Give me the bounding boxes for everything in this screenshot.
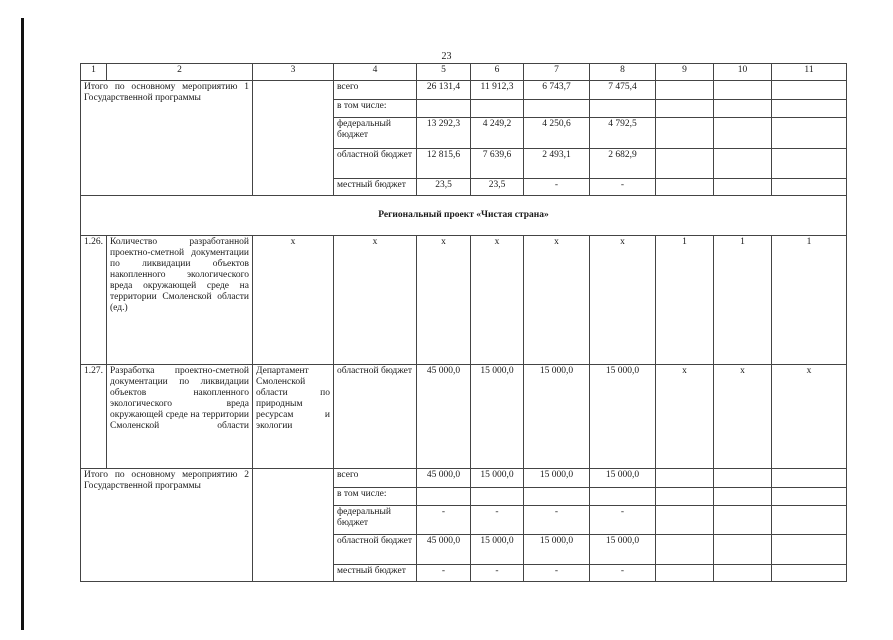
value-cell: 11 912,3 [471, 81, 524, 100]
empty-cell [471, 488, 524, 506]
empty-cell [253, 469, 334, 582]
executor-cell: Департамент Смоленской области по природным ресурсам и экологии [253, 365, 334, 469]
empty-cell [656, 469, 714, 488]
value-cell: 6 743,7 [524, 81, 590, 100]
empty-cell [524, 100, 590, 118]
header-row [81, 64, 847, 81]
value-cell: 15 000,0 [590, 365, 656, 469]
value-cell: - [590, 506, 656, 535]
empty-cell [656, 179, 714, 196]
value-cell: 12 815,6 [417, 149, 471, 179]
empty-cell [714, 535, 772, 565]
value-cell: 7 639,6 [471, 149, 524, 179]
value-cell: х [524, 236, 590, 365]
col-header: 9 [656, 64, 714, 81]
value-cell: 15 000,0 [590, 535, 656, 565]
value-cell: - [471, 565, 524, 582]
empty-cell [656, 149, 714, 179]
value-cell: 23,5 [471, 179, 524, 196]
value-cell: х [417, 236, 471, 365]
value-cell: 15 000,0 [471, 535, 524, 565]
source-cell: областной бюджет [334, 149, 417, 179]
value-cell: х [714, 365, 772, 469]
section-title: Региональный проект «Чистая страна» [81, 196, 847, 236]
empty-cell [772, 535, 847, 565]
empty-cell [656, 118, 714, 149]
value-cell: 15 000,0 [471, 469, 524, 488]
source-cell: федеральный бюджет [334, 118, 417, 149]
value-cell: х [656, 365, 714, 469]
value-cell: 45 000,0 [417, 469, 471, 488]
value-cell: 45 000,0 [417, 535, 471, 565]
value-cell: 4 249,2 [471, 118, 524, 149]
empty-cell [417, 100, 471, 118]
value-cell: х [253, 236, 334, 365]
total-label: Итого по основному мероприятию 1 Государственной программы [81, 81, 253, 196]
value-cell: - [471, 506, 524, 535]
row-name: Количество разработанной проектно-сметной документации по ликвидации объектов накопленного экологического вреда окружающей среде на территории Смоленской области (ед.) [107, 236, 253, 365]
empty-cell [772, 506, 847, 535]
value-cell: 1 [714, 236, 772, 365]
col-header: 3 [253, 64, 334, 81]
source-cell: местный бюджет [334, 565, 417, 582]
empty-cell [714, 565, 772, 582]
left-margin-line [21, 18, 24, 630]
col-header: 5 [417, 64, 471, 81]
col-header: 11 [772, 64, 847, 81]
empty-cell [714, 488, 772, 506]
value-cell: 15 000,0 [524, 365, 590, 469]
value-cell: х [334, 236, 417, 365]
empty-cell [714, 506, 772, 535]
empty-cell [656, 535, 714, 565]
source-cell: всего [334, 81, 417, 100]
table-row [81, 365, 847, 469]
value-cell: 4 250,6 [524, 118, 590, 149]
value-cell: 15 000,0 [590, 469, 656, 488]
col-header: 1 [81, 64, 107, 81]
value-cell: 2 682,9 [590, 149, 656, 179]
empty-cell [524, 488, 590, 506]
empty-cell [714, 179, 772, 196]
empty-cell [656, 488, 714, 506]
empty-cell [714, 118, 772, 149]
value-cell: х [772, 365, 847, 469]
empty-cell [471, 100, 524, 118]
source-cell: в том числе: [334, 488, 417, 506]
value-cell: 4 792,5 [590, 118, 656, 149]
value-cell: - [590, 565, 656, 582]
table-row [81, 81, 847, 100]
row-number: 1.27. [81, 365, 107, 469]
col-header: 8 [590, 64, 656, 81]
source-cell: областной бюджет [334, 365, 417, 469]
value-cell: 15 000,0 [524, 535, 590, 565]
value-cell: 2 493,1 [524, 149, 590, 179]
value-cell: 23,5 [417, 179, 471, 196]
row-name: Разработка проектно-сметной документации по ликвидации объектов накопленного экологического вреда окружающей среде на территории Смоленской области [107, 365, 253, 469]
page-number: 23 [441, 51, 452, 62]
empty-cell [590, 488, 656, 506]
empty-cell [772, 118, 847, 149]
value-cell: 15 000,0 [471, 365, 524, 469]
source-cell: местный бюджет [334, 179, 417, 196]
value-cell: - [417, 506, 471, 535]
source-cell: областной бюджет [334, 535, 417, 565]
empty-cell [714, 81, 772, 100]
empty-cell [656, 81, 714, 100]
section-row [81, 196, 847, 236]
empty-cell [772, 149, 847, 179]
source-cell: в том числе: [334, 100, 417, 118]
empty-cell [772, 565, 847, 582]
empty-cell [714, 100, 772, 118]
col-header: 6 [471, 64, 524, 81]
empty-cell [656, 100, 714, 118]
value-cell: 15 000,0 [524, 469, 590, 488]
total-label: Итого по основному мероприятию 2 Государственной программы [81, 469, 253, 582]
value-cell: х [590, 236, 656, 365]
value-cell: 1 [656, 236, 714, 365]
empty-cell [714, 469, 772, 488]
col-header: 2 [107, 64, 253, 81]
empty-cell [656, 565, 714, 582]
row-number: 1.26. [81, 236, 107, 365]
value-cell: х [471, 236, 524, 365]
empty-cell [417, 488, 471, 506]
empty-cell [714, 149, 772, 179]
value-cell: - [524, 506, 590, 535]
source-cell: всего [334, 469, 417, 488]
empty-cell [772, 488, 847, 506]
empty-cell [772, 179, 847, 196]
value-cell: - [524, 179, 590, 196]
table-row [81, 469, 847, 488]
value-cell: 13 292,3 [417, 118, 471, 149]
table-row [81, 236, 847, 365]
value-cell: - [524, 565, 590, 582]
value-cell: 45 000,0 [417, 365, 471, 469]
empty-cell [656, 506, 714, 535]
empty-cell [772, 81, 847, 100]
value-cell: - [590, 179, 656, 196]
value-cell: - [417, 565, 471, 582]
source-cell: федеральный бюджет [334, 506, 417, 535]
col-header: 4 [334, 64, 417, 81]
col-header: 10 [714, 64, 772, 81]
empty-cell [253, 81, 334, 196]
col-header: 7 [524, 64, 590, 81]
empty-cell [772, 100, 847, 118]
budget-table [80, 63, 847, 582]
value-cell: 26 131,4 [417, 81, 471, 100]
value-cell: 7 475,4 [590, 81, 656, 100]
empty-cell [772, 469, 847, 488]
empty-cell [590, 100, 656, 118]
value-cell: 1 [772, 236, 847, 365]
